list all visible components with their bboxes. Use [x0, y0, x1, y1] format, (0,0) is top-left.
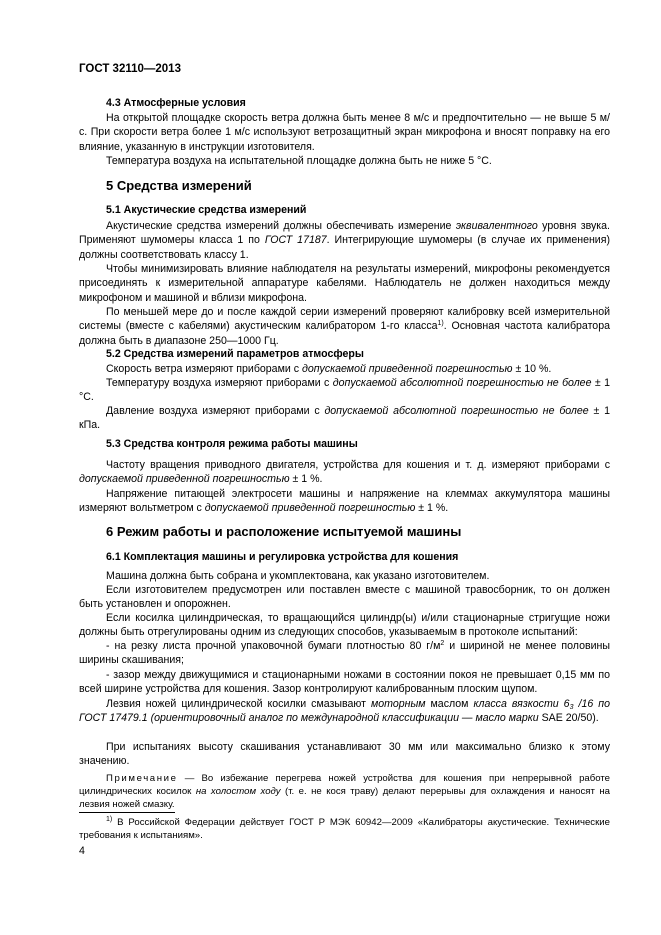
section-5-2-title: 5.2 Средства измерений параметров атмосферы	[106, 348, 364, 360]
section-6-1-paragraph-6: Лезвия ножей цилиндрической косилки смазывают моторным маслом класса вязкости $6_3$ /16 по ГОСТ 17479.1 (ориентировочный аналог по международной классификации — масло марки SAE 20/50).	[79, 698, 610, 725]
section-5-3-paragraph-2: Напряжение питающей электросети машины и напряжение на клеммах аккумулятора машины измеряют вольтметром с допускаемой приведенной погрешностью ± 1 %.	[79, 488, 610, 515]
section-6-title: 6 Режим работы и расположение испытуемой машины	[106, 524, 462, 539]
footnote-separator	[79, 812, 175, 813]
section-4-3-paragraph-1: На открытой площадке скорость ветра должна быть менее 8 м/с и предпочтительно — не выше 5 м/с. При скорости ветра более 1 м/с используют ветрозащитный экран микрофона и вносят поправку на его влияние, указанную в инструкции изготовителя.	[79, 112, 610, 153]
section-5-3-paragraph-1: Частоту вращения приводного двигателя, устройства для кошения и т. д. измеряют приборами с допускаемой приведенной погрешностью ± 1 %.	[79, 459, 610, 486]
section-5-2-paragraph-3: Давление воздуха измеряют приборами с допускаемой абсолютной погрешностью не более ± 1 кПа.	[79, 405, 611, 432]
section-6-1-paragraph-1: Машина должна быть собрана и укомплектована, как указано изготовителем.	[106, 570, 490, 582]
footnote-mark: 1)	[106, 816, 113, 823]
note: Примечание — Во избежание перегрева ножей устройства для кошения при непрерывной работе цилиндрических косилок на холостом ходу (т. е. не кося траву) делают перерывы для охлаждения и наносят на лезвия ножей смазку.	[79, 773, 610, 810]
section-6-1-paragraph-2: Если изготовителем предусмотрен или поставлен вместе с машиной травосборник, то он должен быть установлен и опорожнен.	[79, 584, 610, 611]
footnote: $^{1)}$ В Российской Федерации действует ГОСТ Р МЭК 60942—2009 «Калибраторы акустические. Технические требования к испытаниям».	[79, 816, 610, 841]
section-5-2-paragraph-2: Температуру воздуха измеряют приборами с допускаемой абсолютной погрешностью не более ± 1 °С.	[79, 377, 611, 404]
section-6-1-title: 6.1 Комплектация машины и регулировка устройства для кошения	[106, 551, 459, 563]
section-6-1-list-item-2: - зазор между движущимися и стационарными ножами в состоянии покоя не превышает 0,15 мм по всей ширине устройства для кошения. Зазор контролируют калиброванным плоским щупом.	[79, 669, 610, 696]
section-5-3-title: 5.3 Средства контроля режима работы машины	[106, 438, 358, 450]
note-label: Примечание	[106, 773, 178, 784]
section-5-1-paragraph-1: Акустические средства измерений должны обеспечивать измерение эквивалентного уровня звука. Применяют шумомеры класса 1 по ГОСТ 17187. Интегрирующие шумомеры (в случае их применения) должны соответствовать классу 1.	[79, 220, 610, 261]
section-4-3-title: 4.3 Атмосферные условия	[106, 97, 246, 109]
section-5-1-paragraph-3: По меньшей мере до и после каждой серии измерений проверяют калибровку всей измерительной системы (вместе с кабелями) акустическим калибратором 1-го класса$^{1)}$. Основная частота калибратора должна быть в диапазоне 250—1000 Гц.	[79, 306, 610, 347]
page-number: 4	[79, 845, 85, 857]
section-5-2-paragraph-1: Скорость ветра измеряют приборами с допускаемой приведенной погрешностью ± 10 %.	[106, 363, 552, 375]
section-4-3-paragraph-2: Температура воздуха на испытательной площадке должна быть не ниже 5 °С.	[106, 155, 492, 167]
document-header: ГОСТ 32110—2013	[79, 63, 181, 75]
section-5-title: 5 Средства измерений	[106, 178, 252, 193]
section-6-1-paragraph-3: Если косилка цилиндрическая, то вращающийся цилиндр(ы) и/или стационарные стригущие ножи должны быть отрегулированы одним из следующих способов, указываемым в протоколе испытаний:	[79, 612, 610, 639]
section-5-1-paragraph-2: Чтобы минимизировать влияние наблюдателя на результаты измерений, микрофоны рекомендуется присоединять к измерительной аппаратуре кабелями. Наблюдатель не должен находиться между микрофоном и машиной и вблизи микрофона.	[79, 263, 610, 304]
section-5-1-title: 5.1 Акустические средства измерений	[106, 204, 307, 216]
section-6-1-list-item-1: - на резку листа прочной упаковочной бумаги плотностью 80 $г/м^2$ и шириной не менее половины ширины скашивания;	[79, 640, 610, 667]
footnote-ref: 1)	[437, 320, 444, 328]
section-6-1-paragraph-7: При испытаниях высоту скашивания устанавливают 30 мм или максимально близко к этому значению.	[79, 741, 610, 768]
